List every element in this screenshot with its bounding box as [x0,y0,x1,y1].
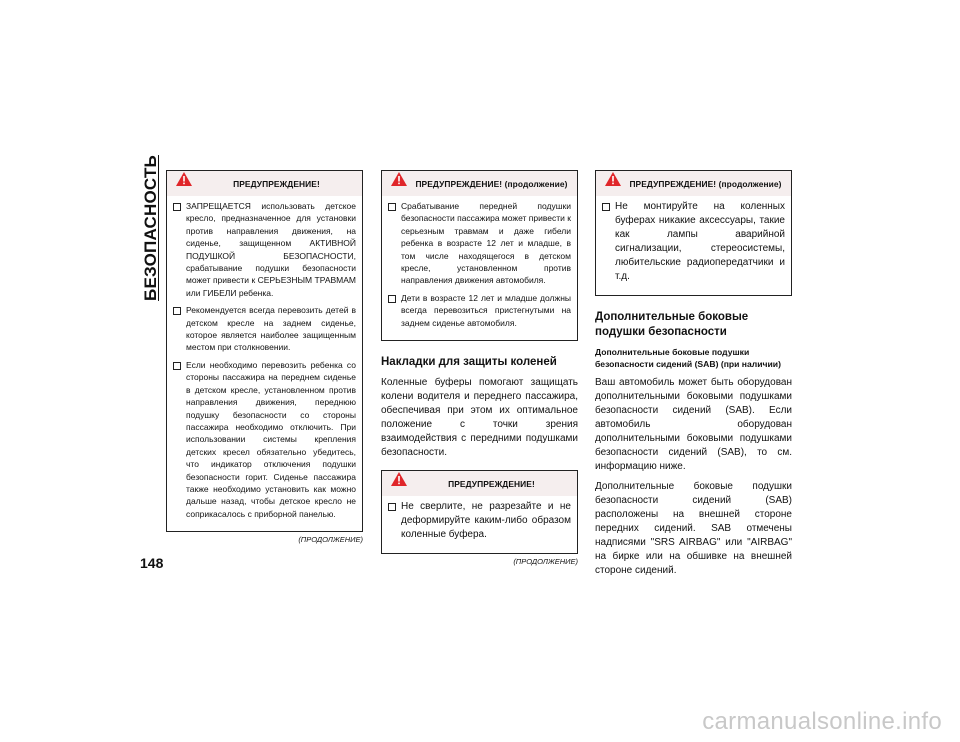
continued-label: (ПРОДОЛЖЕНИЕ) [298,535,363,545]
section-title-vertical: БЕЗОПАСНОСТЬ [141,154,160,301]
warning-header [382,470,577,496]
warning-header [596,170,791,196]
body-paragraph: Дополнительные боковые подушки безопасности сидений (SAB) расположены на внешней стороне передних сидений. SAB отмечены надписями "SRS AIRBAG" или "AIRBAG" на бирке или на обшивке на внешней стороне сидений. [595,481,792,576]
body-paragraph: Коленные буферы помогают защищать колени водителя и переднего пассажира, обеспечивая при этом их оптимальное положение с точки зрения взаимодействия с передними подушками безопасности. [381,377,578,459]
subsection-heading: Дополнительные боковые подушки безопасности сидений (SAB) (при наличии) [595,347,781,369]
warning-box [381,170,578,341]
warning-item-text: Не сверлите, не разрезайте и не деформируйте каким-либо образом коленные буфера. [401,501,571,541]
warning-item [388,292,571,329]
warning-item [388,500,571,542]
watermark-text: carmanualsonline.info [702,708,942,735]
warning-item-text: ЗАПРЕЩАЕТСЯ использовать детское кресло, предназначенное для установки против направления движения, на сиденье, защищенном АКТИВНОЙ ПОДУШКОЙ БЕЗОПАСНОСТИ, срабатывание подушки безопасности может привести к СЕРЬЕЗНЫМ ТРАВМАМ или ГИБЕЛИ ребенка. [186,201,356,298]
checkbox-bullet-icon [173,362,181,370]
checkbox-bullet-icon [173,307,181,315]
checkbox-bullet-icon [602,203,610,211]
warning-item [173,304,356,354]
section-heading: Дополнительные боковые подушки безопасности [595,311,749,338]
warning-item-text: Срабатывание передней подушки безопасности пассажира может привести к серьезным травмам и даже гибели ребенка в возрасте 12 лет и младше, в том числе находящегося в детском кресле, установленном против направления движения автомобиля. [401,201,571,286]
warning-item [602,200,785,284]
warning-title: ПРЕДУПРЕЖДЕНИЕ! [448,479,535,490]
warning-body [167,196,362,531]
warning-box [381,470,578,554]
warning-header [382,170,577,196]
warning-item-text: Рекомендуется всегда перевозить детей в детском кресле на заднем сиденье, которое является наиболее защищенным местом при столкновении. [186,305,356,353]
warning-body [596,196,791,295]
warning-item [173,200,356,299]
checkbox-bullet-icon [388,295,396,303]
column-2 [381,170,578,566]
continued-label: (ПРОДОЛЖЕНИЕ) [513,557,578,567]
checkbox-bullet-icon [388,203,396,211]
warning-box [595,170,792,296]
column-3 [595,170,792,584]
warning-title: ПРЕДУПРЕЖДЕНИЕ! (продолжение) [415,179,568,189]
checkbox-bullet-icon [388,503,396,511]
warning-triangle-icon [391,172,407,186]
warning-header [167,170,362,196]
warning-item [388,200,571,287]
warning-body [382,196,577,340]
column-1 [166,170,363,544]
warning-item-text: Не монтируйте на коленных буферах никакие аксессуары, такие как лампы аварийной сигнализации, стереосистемы, любительские радиопередатчики и т.д. [615,201,785,282]
warning-triangle-icon [391,472,407,486]
body-paragraph: Ваш автомобиль может быть оборудован дополнительными боковыми подушками безопасности сидений (SAB). Если автомобиль оборудован дополнительными боковыми подушками безопасности сидений (SAB), то см. информацию ниже. [595,377,792,472]
warning-body [382,496,577,553]
warning-item-text: Дети в возрасте 12 лет и младше должны всегда перевозиться пристегнутыми на заднем сиденье автомобиля. [401,292,571,328]
page-number: 148 [140,555,164,571]
section-heading: Накладки для защиты коленей [381,356,557,369]
warning-title: ПРЕДУПРЕЖДЕНИЕ! (продолжение) [629,179,782,189]
warning-triangle-icon [176,172,192,186]
checkbox-bullet-icon [173,203,181,211]
warning-item [173,359,356,520]
warning-title: ПРЕДУПРЕЖДЕНИЕ! [233,179,320,189]
warning-triangle-icon [605,172,621,186]
warning-item-text: Если необходимо перевозить ребенка со стороны пассажира на переднем сиденье в детском кресле, установленном против направления движения, переднюю подушку безопасности со стороны пассажира необходимо отключить. При использовании системы крепления детских кресел обязательно убедитесь, что индикатор отключения подушки безопасности горит. Сиденье пассажира также необходимо установить как можно дальше назад, чтобы детское кресло не соприкасалось с приборной панелью. [186,359,356,519]
warning-box [166,170,363,532]
